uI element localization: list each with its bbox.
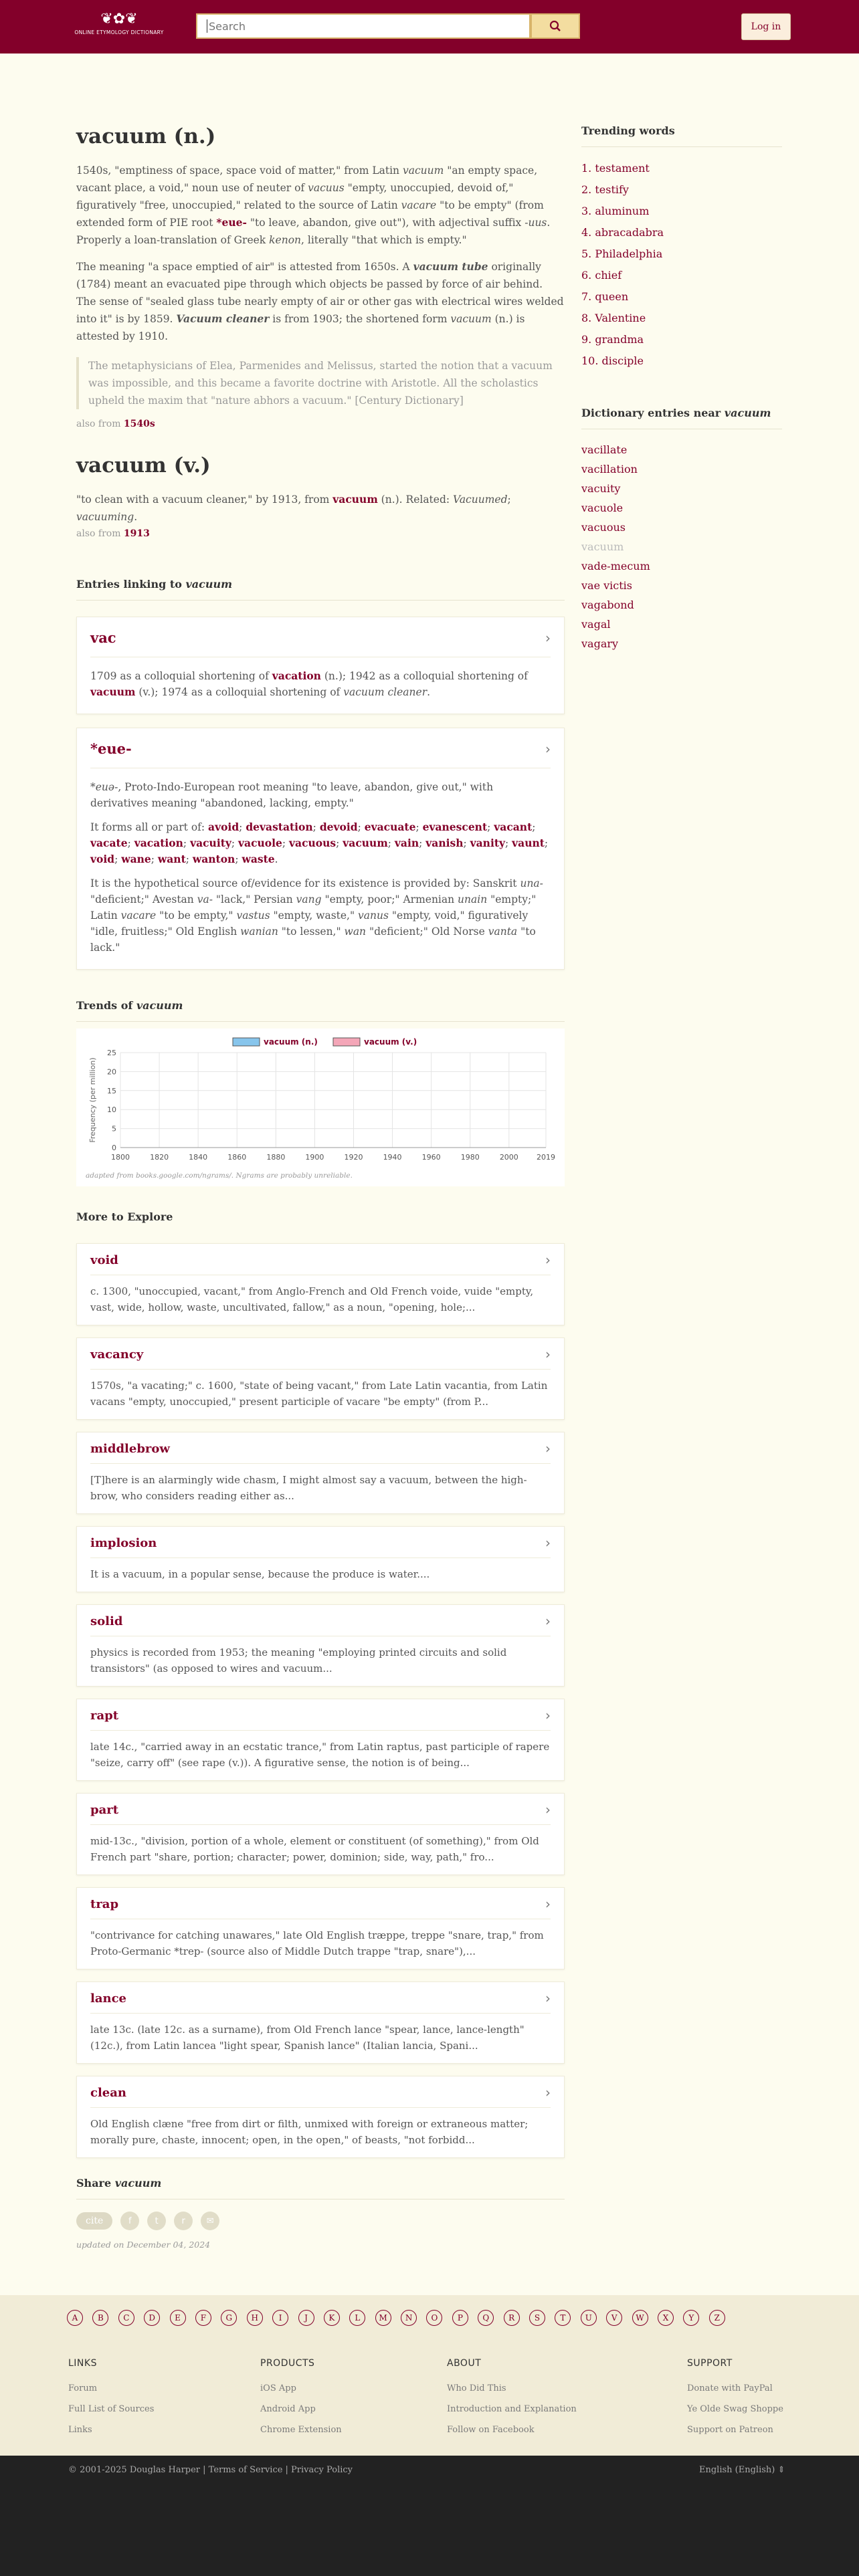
y-tick-label: 10 <box>107 1105 116 1115</box>
chevron-right-icon[interactable]: › <box>545 1346 551 1362</box>
copyright-bar <box>0 2456 859 2576</box>
reddit-icon[interactable]: r <box>174 2212 193 2230</box>
letter-link[interactable]: T <box>555 2310 571 2326</box>
linked-entry-card[interactable] <box>76 617 565 714</box>
footer-link[interactable]: Follow on Facebook <box>447 2425 535 2435</box>
entry-title-verb: vacuum (v.) <box>76 453 211 477</box>
y-axis-label: Frequency (per million) <box>88 1057 97 1143</box>
explore-text: late 14c., "carried away in an ecstatic trance," from Latin raptus, past participle of rapere "seize, carry off" (see rape (v.)). A figurative sense, the notion is of being... <box>90 1741 550 1769</box>
explore-word[interactable]: rapt <box>90 1708 119 1723</box>
footer-products: PRODUCTS iOS App Android App Chrome Extension <box>260 2358 342 2440</box>
entry-paragraph: "to clean with a vacuum cleaner," by 1913, from vacuum (n.). Related: Vacuumed; vacuuming. <box>76 493 511 523</box>
trending-item[interactable]: 8. Valentine <box>581 312 646 324</box>
copyright-text[interactable]: © 2001-2025 Douglas Harper | Terms of Service | Privacy Policy <box>68 2465 353 2475</box>
entry-paragraph: 1540s, "emptiness of space, space void of matter," from Latin vacuum "an empty space, vacant place, a void," noun use of neuter of vacuus "empty, unoccupied, devoid of," figuratively "free, unoccupied," related to the source of Latin vacare "to be empty" (from extended form of PIE root *eue- "to leave, abandon, give out"), with adjectival suffix -uus. Properly a loan-translation of Greek kenon, literally "that which is empty." <box>76 165 551 246</box>
x-tick-label: 1860 <box>227 1153 247 1162</box>
form-link[interactable]: vain <box>394 837 419 849</box>
chevron-right-icon[interactable]: › <box>545 1707 551 1723</box>
y-tick-label: 0 <box>112 1144 116 1152</box>
letter-link[interactable]: F <box>195 2310 211 2326</box>
trending-item[interactable]: 4. abracadabra <box>581 226 664 239</box>
entry-quote: The metaphysicians of Elea, Parmenides and Melissus, started the notion that a vacuum was impossible, and this became a favorite doctrine with Aristotle. All the scholastics upheld the maxim that "nature abhors a vacuum." [Century Dictionary] <box>76 357 565 409</box>
footer-support: SUPPORT Donate with PayPal Ye Olde Swag Shoppe Support on Patreon <box>687 2358 783 2440</box>
search-placeholder: Search <box>209 19 246 33</box>
explore-word[interactable]: solid <box>90 1614 123 1628</box>
letter-link[interactable]: H <box>247 2310 263 2326</box>
x-tick-label: 1980 <box>460 1153 480 1162</box>
near-entry-item[interactable]: vagary <box>581 637 619 650</box>
form-link[interactable]: wanton <box>192 853 235 865</box>
y-tick-label: 5 <box>112 1124 116 1134</box>
form-link[interactable]: want <box>157 853 186 865</box>
chevron-right-icon[interactable]: › <box>545 1896 551 1912</box>
form-link[interactable]: vacuous <box>289 837 337 849</box>
form-link[interactable]: evacuate <box>364 821 416 833</box>
letter-link[interactable]: G <box>221 2310 237 2326</box>
chevron-right-icon[interactable]: › <box>545 1440 551 1457</box>
y-tick-label: 15 <box>107 1086 116 1095</box>
near-entry-item[interactable]: vacuole <box>581 502 624 514</box>
section-title: More to Explore <box>76 1210 173 1223</box>
site-header <box>0 0 859 53</box>
chevron-right-icon[interactable]: › <box>545 1613 551 1629</box>
explore-word[interactable]: void <box>90 1253 118 1267</box>
explore-card[interactable] <box>76 1793 565 1875</box>
x-tick-label: 1940 <box>383 1153 402 1162</box>
near-entry-item[interactable]: vacillate <box>581 443 628 456</box>
letter-link[interactable]: O <box>426 2310 442 2326</box>
year-link[interactable]: 1540s <box>123 419 155 429</box>
explore-text: mid-13c., "division, portion of a whole, element or constituent (of something)," from Old French part "share, portion; character; power, dominion; side, way, path," fro... <box>90 1835 539 1863</box>
explore-word[interactable]: lance <box>90 1991 126 2006</box>
footer-link[interactable]: Links <box>68 2425 92 2435</box>
letter-link[interactable]: V <box>606 2310 622 2326</box>
letter-link[interactable]: Y <box>683 2310 699 2326</box>
explore-card[interactable] <box>76 1981 565 2064</box>
letter-link[interactable]: P <box>452 2310 468 2326</box>
share-row <box>76 2199 565 2230</box>
sidebar <box>581 124 782 653</box>
footer-link[interactable]: iOS App <box>260 2383 296 2393</box>
footer-link[interactable]: Support on Patreon <box>687 2425 773 2435</box>
root-link[interactable]: *eue- <box>216 216 247 229</box>
trending-item[interactable]: 10. disciple <box>581 354 644 367</box>
explore-card[interactable] <box>76 1604 565 1687</box>
footer-link[interactable]: Donate with PayPal <box>687 2383 773 2393</box>
letter-link[interactable]: Q <box>478 2310 494 2326</box>
chart-note: adapted from books.google.com/ngrams/. Ngrams are probably unreliable. <box>86 1172 353 1180</box>
near-entry-item[interactable]: vacuity <box>581 482 621 495</box>
footer-link[interactable]: Introduction and Explanation <box>447 2404 577 2414</box>
near-entry-item[interactable]: vade-mecum <box>581 560 650 572</box>
form-link[interactable]: vacant <box>494 821 533 833</box>
explore-word[interactable]: middlebrow <box>90 1441 170 1456</box>
letter-link[interactable]: D <box>144 2310 160 2326</box>
near-entry-item[interactable]: vacillation <box>581 463 638 475</box>
letter-link[interactable]: L <box>349 2310 365 2326</box>
x-tick-label: 1880 <box>266 1153 286 1162</box>
form-link[interactable]: vacate <box>90 837 128 849</box>
x-tick-label: 1800 <box>111 1153 130 1162</box>
x-tick-label: 1960 <box>421 1153 441 1162</box>
y-tick-label: 20 <box>107 1067 116 1077</box>
facebook-icon[interactable]: f <box>120 2212 139 2230</box>
letter-link[interactable]: J <box>298 2310 314 2326</box>
x-tick-label: 1900 <box>305 1153 324 1162</box>
explore-text: late 13c. (late 12c. as a surname), from Old French lance "spear, lance, lance-length" (12c.), from Latin lancea "light spear, Spanish lance" (Italian lancia, Spani... <box>90 2024 524 2052</box>
trending-item[interactable]: 5. Philadelphia <box>581 247 663 260</box>
explore-card[interactable] <box>76 1526 565 1592</box>
form-link[interactable]: vacation <box>134 837 183 849</box>
letter-link[interactable]: I <box>272 2310 288 2326</box>
letter-link[interactable]: W <box>632 2310 648 2326</box>
explore-text: It is a vacuum, in a popular sense, because the produce is water.... <box>90 1568 430 1580</box>
near-entry-item[interactable]: vagabond <box>581 599 634 611</box>
footer-links: LINKS Forum Full List of Sources Links <box>68 2358 154 2440</box>
trending-item[interactable]: 3. aluminum <box>581 205 650 217</box>
legend-label[interactable]: vacuum (n.) <box>264 1037 318 1047</box>
near-entry-item[interactable]: vacuous <box>581 521 626 534</box>
trends-chart-svg <box>86 1034 555 1168</box>
chevron-right-icon[interactable]: › <box>545 1990 551 2006</box>
site-logo[interactable]: ❦✿❦ ONLINE ETYMOLOGY DICTIONARY <box>68 9 170 43</box>
explore-card[interactable] <box>76 1699 565 1781</box>
chevron-right-icon[interactable]: › <box>545 1802 551 1818</box>
search-icon <box>549 20 561 32</box>
explore-word[interactable]: clean <box>90 2085 126 2100</box>
letter-link[interactable]: C <box>118 2310 134 2326</box>
form-link[interactable]: devastation <box>246 821 313 833</box>
letter-link[interactable]: E <box>170 2310 186 2326</box>
letter-link[interactable]: N <box>401 2310 417 2326</box>
explore-card[interactable] <box>76 1432 565 1514</box>
footer-link[interactable]: Full List of Sources <box>68 2404 155 2414</box>
letter-link[interactable]: A <box>67 2310 83 2326</box>
form-link[interactable]: vacuity <box>190 837 231 849</box>
chevron-right-icon[interactable]: › <box>545 1252 551 1268</box>
year-link[interactable]: 1913 <box>123 528 150 539</box>
letter-link[interactable]: M <box>375 2310 391 2326</box>
footer <box>0 2295 859 2456</box>
linked-entry-card[interactable] <box>76 728 565 970</box>
twitter-icon[interactable]: t <box>147 2212 166 2230</box>
chevron-right-icon[interactable]: › <box>545 740 551 757</box>
form-link[interactable]: vacuole <box>238 837 282 849</box>
explore-text: Old English clæne "free from dirt or filth, unmixed with foreign or extraneous matter; morally pure, chaste, innocent; open, in the open," of beasts, "not forbidd... <box>90 2118 529 2146</box>
share-title: Share vacuum <box>76 2177 162 2189</box>
explore-word[interactable]: vacancy <box>90 1347 144 1362</box>
x-tick-label: 1840 <box>189 1153 208 1162</box>
explore-word[interactable]: part <box>90 1802 119 1817</box>
form-link[interactable]: avoid <box>208 821 240 833</box>
trending-item[interactable]: 2. testify <box>581 183 629 196</box>
trending-item[interactable]: 9. grandma <box>581 333 644 346</box>
chevron-right-icon[interactable]: › <box>545 1535 551 1551</box>
form-link[interactable]: void <box>90 853 115 865</box>
explore-text: 1570s, "a vacating;" c. 1600, "state of being vacant," from Late Latin vacantia, from Latin vacans "empty, unoccupied," present participle of vacare "be empty" (from P... <box>90 1380 548 1408</box>
alphabet-nav <box>67 2310 725 2326</box>
letter-link[interactable]: B <box>92 2310 108 2326</box>
explore-text: physics is recorded from 1953; the meaning "employing printed circuits and solid transistors" (as opposed to wires and vacuum... <box>90 1646 507 1675</box>
legend-label[interactable]: vacuum (v.) <box>364 1037 417 1047</box>
linked-entry-text: *euə-, Proto-Indo-European root meaning "to leave, abandon, give out," with derivatives meaning "abandoned, lacking, empty." <box>90 781 494 809</box>
linked-entry-word[interactable]: *eue- <box>90 740 132 757</box>
footer-link[interactable]: Ye Olde Swag Shoppe <box>687 2404 783 2414</box>
form-link[interactable]: evanescent <box>422 821 488 833</box>
also-from: also from 1913 <box>76 528 150 539</box>
explore-card[interactable] <box>76 1887 565 1969</box>
linked-entry-text: It is the hypothetical source of/evidence for its existence is provided by: Sanskrit una- "deficient;" Avestan va- "lack," Persian vang "empty, poor;" Armenian unain "empty;" Latin vacare "to be empty," vastus "empty, waste," vanus "empty, void," figuratively "idle, fruitless;" Old English wanian "to lessen," wan "deficient;" Old Norse vanta "to lack." <box>90 877 543 954</box>
footer-link[interactable]: Forum <box>68 2383 98 2393</box>
footer-link[interactable]: Who Did This <box>447 2383 506 2393</box>
forms-list: It forms all or part of: avoid; devastation; devoid; evacuate; evanescent; vacant; vacate; vacation; vacuity; vacuole; vacuous; vacuum; vain; vanish; vanity; vaunt; void; wane; want; wanton; waste. <box>90 821 549 865</box>
explore-text: "contrivance for catching unawares," late Old English træppe, treppe "snare, trap," from Proto-Germanic *trep- (source also of Middle Dutch trappe "trap, snare"),... <box>90 1929 544 1957</box>
trending-item[interactable]: 6. chief <box>581 269 622 282</box>
language-select[interactable]: English (English) ⇕ <box>699 2465 785 2475</box>
linked-entry-text: 1709 as a colloquial shortening of vacation (n.); 1942 as a colloquial shortening of vacuum (v.); 1974 as a colloquial shortening of vacuum cleaner. <box>90 669 528 698</box>
letter-link[interactable]: Z <box>709 2310 725 2326</box>
near-entry-item[interactable]: vae victis <box>581 579 633 592</box>
legend-swatch[interactable] <box>233 1038 260 1046</box>
near-entries-title: Dictionary entries near vacuum <box>581 407 782 429</box>
form-link[interactable]: waste <box>242 853 275 865</box>
trending-title: Trending words <box>581 124 782 147</box>
form-link[interactable]: vanity <box>470 837 505 849</box>
search-button[interactable] <box>531 13 580 39</box>
email-icon[interactable]: ✉ <box>201 2212 219 2230</box>
footer-link[interactable]: Android App <box>260 2404 316 2414</box>
explore-text: c. 1300, "unoccupied, vacant," from Anglo-French and Old French voide, vuide "empty, vast, wide, hollow, waste, uncultivated, fallow," as a noun, "opening, hole;... <box>90 1285 534 1313</box>
letter-link[interactable]: S <box>529 2310 545 2326</box>
x-tick-label: 2019 <box>537 1153 555 1162</box>
entry-title-noun: vacuum (n.) <box>76 124 216 148</box>
trending-item[interactable]: 1. testament <box>581 162 650 175</box>
letter-link[interactable]: X <box>658 2310 674 2326</box>
y-tick-label: 25 <box>107 1049 116 1057</box>
explore-card[interactable] <box>76 1337 565 1420</box>
logo-emblem-icon: ❦✿❦ <box>100 11 138 27</box>
form-link[interactable]: vaunt <box>512 837 545 849</box>
explore-card[interactable] <box>76 1243 565 1325</box>
x-tick-label: 1920 <box>344 1153 363 1162</box>
main-content <box>76 124 565 2250</box>
section-title: Trends of vacuum <box>76 999 565 1022</box>
also-from: also from 1540s <box>76 419 155 429</box>
explore-word[interactable]: trap <box>90 1897 119 1911</box>
near-entry-item[interactable]: vagal <box>581 618 611 631</box>
x-tick-label: 1820 <box>150 1153 169 1162</box>
trends-chart <box>76 1029 565 1186</box>
footer-about: ABOUT Who Did This Introduction and Explanation Follow on Facebook <box>447 2358 577 2440</box>
explore-text: [T]here is an alarmingly wide chasm, I might almost say a vacuum, between the high-brow, who considers reading either as... <box>90 1474 527 1502</box>
letter-link[interactable]: R <box>504 2310 520 2326</box>
explore-card[interactable] <box>76 2076 565 2158</box>
cite-button[interactable]: cite <box>76 2212 112 2230</box>
letter-link[interactable]: K <box>324 2310 340 2326</box>
form-link[interactable]: wane <box>121 853 151 865</box>
legend-swatch[interactable] <box>333 1038 360 1046</box>
form-link[interactable]: devoid <box>319 821 358 833</box>
linked-entry-word[interactable]: vac <box>90 629 116 646</box>
updated-date: updated on December 04, 2024 <box>76 2240 211 2250</box>
explore-word[interactable]: implosion <box>90 1535 157 1550</box>
footer-link[interactable]: Chrome Extension <box>260 2425 342 2435</box>
chevron-right-icon[interactable]: › <box>545 629 551 646</box>
near-entry-item[interactable]: vacuum <box>581 540 624 553</box>
section-title: Entries linking to vacuum <box>76 578 565 601</box>
chevron-right-icon[interactable]: › <box>545 2084 551 2101</box>
entry-paragraph: The meaning "a space emptied of air" is attested from 1650s. A vacuum tube originally (1784) meant an evacuated pipe through which objects be passed by force of air behind. The sense of "sealed glass tube nearly empty of air or other gas with electrical wires welded into it" is by 1859. Vacuum cleaner is from 1903; the shortened form vacuum (n.) is attested by 1910. <box>76 260 564 342</box>
login-button[interactable]: Log in <box>741 13 791 40</box>
entry-link[interactable]: vacuum <box>332 493 378 506</box>
search-input[interactable] <box>196 13 531 39</box>
letter-link[interactable]: U <box>581 2310 597 2326</box>
trending-item[interactable]: 7. queen <box>581 290 629 303</box>
x-tick-label: 2000 <box>499 1153 518 1162</box>
form-link[interactable]: vacuum <box>343 837 388 849</box>
form-link[interactable]: vanish <box>425 837 464 849</box>
